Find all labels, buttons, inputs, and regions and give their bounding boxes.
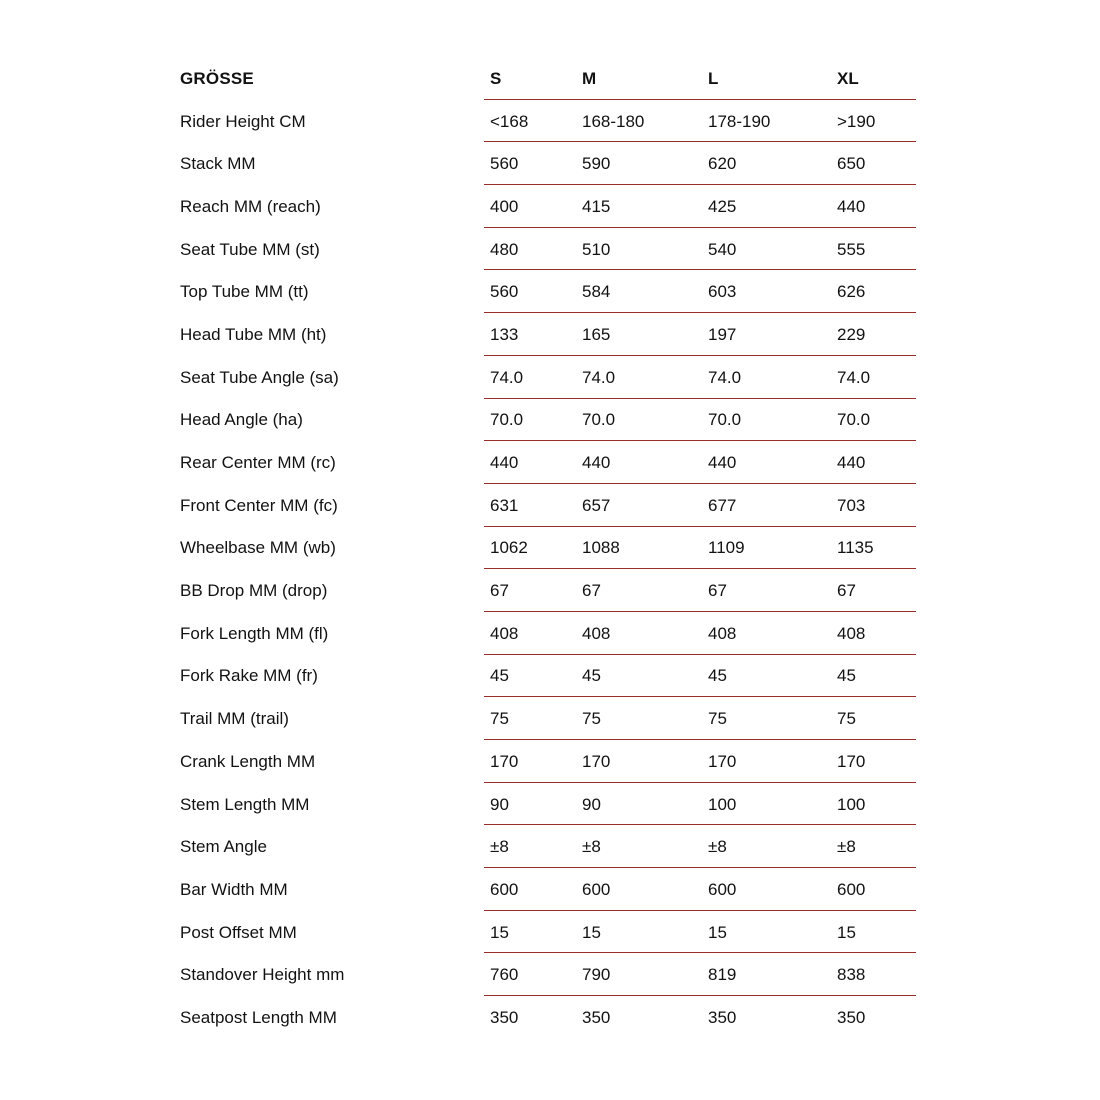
row-label: Seat Tube MM (st) <box>180 239 320 259</box>
row-value-m: 70.0 <box>582 410 616 430</box>
row-value-xl: 45 <box>837 666 856 686</box>
table-row <box>180 228 916 271</box>
row-value-s: 1062 <box>490 538 528 558</box>
row-label: Fork Rake MM (fr) <box>180 666 318 686</box>
row-value-s: ±8 <box>490 837 509 857</box>
row-label: Bar Width MM <box>180 879 288 899</box>
table-row <box>180 996 916 1039</box>
row-value-l: 75 <box>708 709 727 729</box>
row-label: Top Tube MM (tt) <box>180 282 309 302</box>
row-label: Fork Length MM (fl) <box>180 623 329 643</box>
row-value-s: 90 <box>490 794 509 814</box>
row-label: Post Offset MM <box>180 922 297 942</box>
row-value-xl: ±8 <box>837 837 856 857</box>
row-value-xl: 75 <box>837 709 856 729</box>
row-label: Head Angle (ha) <box>180 410 303 430</box>
table-row <box>180 612 916 655</box>
row-label: Rider Height CM <box>180 111 306 131</box>
table-row <box>180 783 916 826</box>
row-value-m: 1088 <box>582 538 620 558</box>
row-value-m: 90 <box>582 794 601 814</box>
row-value-s: 70.0 <box>490 410 524 430</box>
row-value-m: 590 <box>582 154 611 174</box>
row-value-xl: 650 <box>837 154 866 174</box>
row-value-s: 480 <box>490 239 519 259</box>
row-label: Wheelbase MM (wb) <box>180 538 336 558</box>
row-label: Seatpost Length MM <box>180 1007 337 1027</box>
row-value-xl: 15 <box>837 922 856 942</box>
size-header-label: GRÖSSE <box>180 68 254 88</box>
row-value-s: 560 <box>490 282 519 302</box>
row-value-m: 74.0 <box>582 367 616 387</box>
row-value-xl: 100 <box>837 794 866 814</box>
row-label: Seat Tube Angle (sa) <box>180 367 339 387</box>
row-value-l: 1109 <box>708 538 745 558</box>
row-value-l: 70.0 <box>708 410 742 430</box>
row-value-m: 790 <box>582 965 611 985</box>
row-value-l: 100 <box>708 794 737 814</box>
row-value-l: 197 <box>708 324 737 344</box>
table-row <box>180 911 916 954</box>
row-value-l: 178-190 <box>708 111 771 131</box>
column-header-s: S <box>490 68 502 88</box>
table-row <box>180 953 916 996</box>
column-header-l: L <box>708 68 719 88</box>
row-value-l: 677 <box>708 495 737 515</box>
row-label: Stack MM <box>180 154 256 174</box>
table-row <box>180 356 916 399</box>
row-value-xl: 229 <box>837 324 866 344</box>
row-value-m: ±8 <box>582 837 601 857</box>
row-value-xl: 1135 <box>837 538 874 558</box>
row-value-s: 400 <box>490 196 519 216</box>
row-value-xl: 408 <box>837 623 866 643</box>
row-value-l: ±8 <box>708 837 727 857</box>
row-value-s: 67 <box>490 581 509 601</box>
row-label: Trail MM (trail) <box>180 709 289 729</box>
row-label: Standover Height mm <box>180 965 345 985</box>
table-row <box>180 527 916 570</box>
row-value-xl: 440 <box>837 196 866 216</box>
row-value-m: 45 <box>582 666 601 686</box>
column-header-m: M <box>582 68 597 88</box>
row-value-l: 620 <box>708 154 737 174</box>
row-label: Front Center MM (fc) <box>180 495 338 515</box>
row-value-l: 600 <box>708 879 737 899</box>
table-row <box>180 100 916 143</box>
row-value-m: 600 <box>582 879 611 899</box>
row-value-m: 168-180 <box>582 111 645 131</box>
table-row <box>180 484 916 527</box>
row-value-xl: 838 <box>837 965 866 985</box>
row-value-s: 74.0 <box>490 367 524 387</box>
row-label: Rear Center MM (rc) <box>180 453 336 473</box>
table-row <box>180 399 916 442</box>
row-value-l: 74.0 <box>708 367 742 387</box>
row-value-s: 440 <box>490 453 519 473</box>
row-value-xl: 67 <box>837 581 856 601</box>
row-value-s: 15 <box>490 922 509 942</box>
row-value-l: 170 <box>708 751 737 771</box>
row-label: Stem Length MM <box>180 794 310 814</box>
row-value-m: 15 <box>582 922 601 942</box>
table-body <box>180 100 916 1039</box>
table-row <box>180 697 916 740</box>
row-value-m: 165 <box>582 324 611 344</box>
row-value-s: 45 <box>490 666 509 686</box>
table-row <box>180 185 916 228</box>
row-value-xl: 626 <box>837 282 866 302</box>
row-value-l: 540 <box>708 239 737 259</box>
row-value-m: 657 <box>582 495 611 515</box>
row-value-s: 560 <box>490 154 519 174</box>
row-value-l: 425 <box>708 196 737 216</box>
row-value-s: 170 <box>490 751 519 771</box>
row-value-s: <168 <box>490 111 529 131</box>
row-label: Stem Angle <box>180 837 267 857</box>
row-value-s: 600 <box>490 879 519 899</box>
table-row <box>180 441 916 484</box>
row-label: Crank Length MM <box>180 751 316 771</box>
row-value-l: 45 <box>708 666 727 686</box>
table-row <box>180 313 916 356</box>
table-row <box>180 825 916 868</box>
row-value-xl: 170 <box>837 751 866 771</box>
row-value-l: 603 <box>708 282 737 302</box>
row-value-m: 75 <box>582 709 601 729</box>
row-value-s: 133 <box>490 324 519 344</box>
row-value-l: 440 <box>708 453 737 473</box>
row-value-s: 631 <box>490 495 519 515</box>
row-value-m: 415 <box>582 196 611 216</box>
row-value-m: 510 <box>582 239 611 259</box>
row-value-s: 760 <box>490 965 519 985</box>
table-row <box>180 142 916 185</box>
row-value-s: 75 <box>490 709 509 729</box>
geometry-table <box>180 57 916 1039</box>
row-value-xl: 555 <box>837 239 866 259</box>
row-value-xl: 70.0 <box>837 410 871 430</box>
row-value-m: 170 <box>582 751 611 771</box>
table-row <box>180 569 916 612</box>
column-header-xl: XL <box>837 68 859 88</box>
table-header-row <box>180 57 916 100</box>
row-value-xl: >190 <box>837 111 876 131</box>
row-value-m: 350 <box>582 1007 611 1027</box>
row-value-l: 350 <box>708 1007 737 1027</box>
row-label: Head Tube MM (ht) <box>180 324 327 344</box>
table-row <box>180 740 916 783</box>
row-label: Reach MM (reach) <box>180 196 321 216</box>
row-value-l: 819 <box>708 965 737 985</box>
row-value-l: 67 <box>708 581 727 601</box>
row-value-s: 408 <box>490 623 519 643</box>
row-value-s: 350 <box>490 1007 519 1027</box>
row-label: BB Drop MM (drop) <box>180 581 328 601</box>
row-value-m: 67 <box>582 581 601 601</box>
row-value-xl: 350 <box>837 1007 866 1027</box>
table-row <box>180 655 916 698</box>
row-value-l: 15 <box>708 922 727 942</box>
row-value-xl: 703 <box>837 495 866 515</box>
row-value-l: 408 <box>708 623 737 643</box>
row-value-xl: 74.0 <box>837 367 871 387</box>
table-row <box>180 868 916 911</box>
row-value-xl: 600 <box>837 879 866 899</box>
row-value-xl: 440 <box>837 453 866 473</box>
row-value-m: 440 <box>582 453 611 473</box>
row-value-m: 408 <box>582 623 611 643</box>
table-row <box>180 270 916 313</box>
row-value-m: 584 <box>582 282 611 302</box>
